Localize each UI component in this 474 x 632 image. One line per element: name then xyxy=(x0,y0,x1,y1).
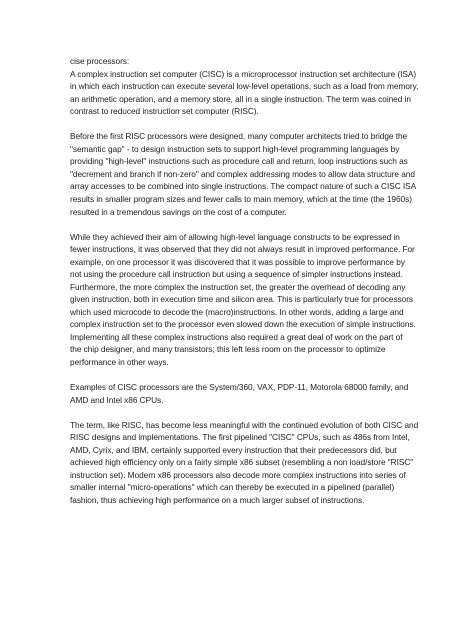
document-page xyxy=(70,55,420,519)
paragraph-examples xyxy=(70,381,420,406)
text-line: "decrement and branch if non-zero" and complex addressing modes to allow data structure and xyxy=(70,168,415,179)
text-line: an arithmetic operation, and a memory store, all in a single instruction. The term was coined in xyxy=(70,93,411,104)
text-line: fewer instructions, it was observed that they did not always result in improved performance. For xyxy=(70,244,415,255)
text-line: Implementing all these complex instructions also required a great deal of work on the part of xyxy=(70,331,403,342)
text-line: example, on one processor it was discovered that it was possible to improve performance by xyxy=(70,256,405,267)
text-line: providing "high-level" instructions such as procedure call and return, loop instructions such as xyxy=(70,156,408,167)
text-line: Furthermore, the more complex the instruction set, the greater the overhead of decoding any xyxy=(70,281,406,292)
text-line: AMD and Intel x86 CPUs. xyxy=(70,394,164,405)
text-line: performance in other ways. xyxy=(70,357,169,368)
text-line: contrast to reduced instruction set computer (RISC). xyxy=(70,106,259,117)
text-line: resulted in a tremendous savings on the cost of a computer. xyxy=(70,206,287,217)
text-line: achieved high efficiency only on a fairly simple x86 subset (resembling a non load/store "RISC" xyxy=(70,457,414,468)
text-line: which used microcode to decode the (macro)instructions. In other words, adding a large and xyxy=(70,306,404,317)
paragraph-cisc-definition xyxy=(70,55,420,118)
text-line: AMD, Cyrix, and IBM, certainly supported every instruction that their predecessors did, but xyxy=(70,444,397,455)
text-line: A complex instruction set computer (CISC) is a microprocessor instruction set architecture (ISA) xyxy=(70,68,417,79)
text-line: RISC designs and implementations. The first pipelined "CISC" CPUs, such as 486s from Intel, xyxy=(70,432,410,443)
text-line: results in smaller program sizes and fewer calls to main memory, which at the time (the 1960s) xyxy=(70,193,412,204)
text-line: smaller internal "micro-operations" which can thereby be executed in a pipelined (parallel) xyxy=(70,482,395,493)
text-line: fashion, thus achieving high performance on a much larger subset of instructions. xyxy=(70,494,365,505)
text-line: the chip designer, and many transistors; this left less room on the processor to optimize xyxy=(70,344,386,355)
text-line: cise processors: xyxy=(70,56,130,66)
text-line: instruction set). Modern x86 processors also decode more complex instructions into series of xyxy=(70,469,406,480)
text-line: complex instruction set to the processor even slowed down the execution of simple instructions. xyxy=(70,319,416,330)
text-line: given instruction, both in execution time and silicon area. This is particularly true for processors xyxy=(70,294,414,305)
text-line: "semantic gap" - to design instruction sets to support high-level programming languages by xyxy=(70,143,400,154)
text-line: in which each instruction can execute several low-level operations, such as a load from memory, xyxy=(70,81,419,92)
text-line: Before the first RISC processors were designed, many computer architects tried to bridge the xyxy=(70,131,408,142)
paragraph-semantic-gap xyxy=(70,130,420,218)
text-line: not using the procedure call instruction but using a sequence of simpler instructions instead. xyxy=(70,269,403,280)
paragraph-evolution xyxy=(70,419,420,507)
text-line: The term, like RISC, has become less meaningful with the continued evolution of both CISC and xyxy=(70,419,419,430)
text-line: array accesses to be combined into single instructions. The compact nature of such a CISC ISA xyxy=(70,181,417,192)
paragraph-performance xyxy=(70,231,420,369)
text-line: While they achieved their aim of allowing high-level language constructs to be expressed in xyxy=(70,231,400,242)
text-line: Examples of CISC processors are the System/360, VAX, PDP-11, Motorola 68000 family, and xyxy=(70,382,409,393)
